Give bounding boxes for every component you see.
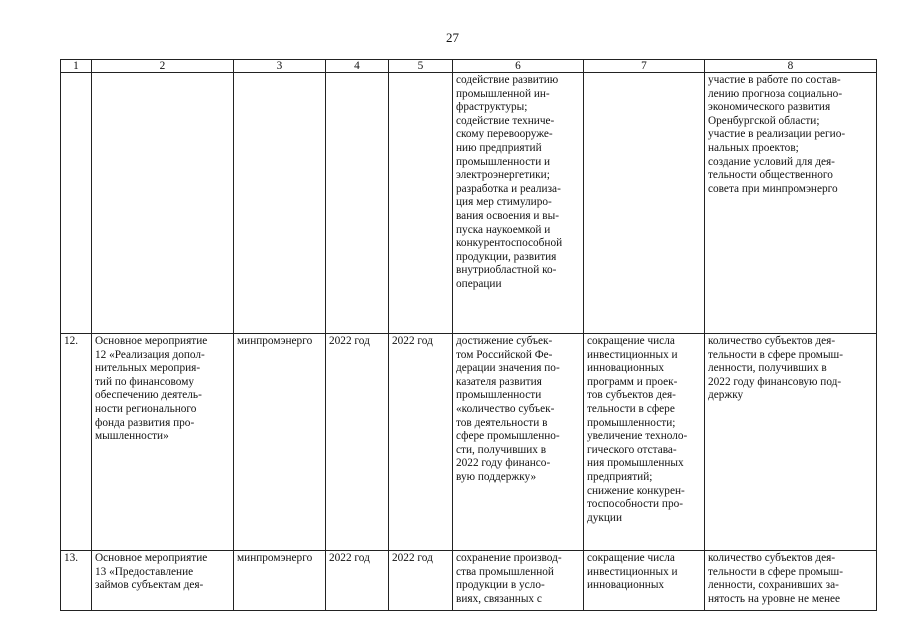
end-year: 2022 год	[389, 551, 453, 611]
consequences: сокращение числа инвестиционных и инновационных программ и проек- тов субъектов дея- тельности в сфере промышленности; увеличение техноло- гического отстава- ния промышленных предприятий; снижение конкурен- тоспособности про- дукции	[584, 334, 705, 551]
expected-result: содействие развитию промышленной ин- фраструктуры; содействие техниче- скому перевооруже- нию предприятий промышленности и электроэнергетики; разработка и реализа- ция мер стимулиро- вания освоения и вы- пуска наукоемкой и конкурентоспособной продукции, развития внутриобластной ко- операции	[453, 73, 584, 334]
table-row	[61, 73, 877, 334]
table-row	[61, 551, 877, 611]
indicator-link: участие в работе по состав- лению прогноза социально- экономического развития Оренбургской области; участие в реализации регио- нальных проектов; создание условий для дея- тельности общественного совета при минпромэнерго	[705, 73, 877, 334]
header-col-2: 2	[92, 60, 234, 73]
header-row	[61, 60, 877, 73]
table-row	[61, 334, 877, 551]
page-number: 27	[446, 30, 459, 45]
event-name	[92, 73, 234, 334]
event-name: Основное мероприятие 13 «Предоставление займов субъектам дея-	[92, 551, 234, 611]
row-number: 13.	[61, 551, 92, 611]
start-year	[326, 73, 389, 334]
executor: минпромэнерго	[234, 334, 326, 551]
indicator-link: количество субъектов дея- тельности в сфере промыш- ленности, сохранивших за- нятость на уровне не менее	[705, 551, 877, 611]
header-col-3: 3	[234, 60, 326, 73]
measures-table	[60, 59, 877, 611]
consequences: сокращение числа инвестиционных и инновационных	[584, 551, 705, 611]
row-number	[61, 73, 92, 334]
executor	[234, 73, 326, 334]
header-col-4: 4	[326, 60, 389, 73]
consequences	[584, 73, 705, 334]
end-year: 2022 год	[389, 334, 453, 551]
event-name: Основное мероприятие 12 «Реализация допол- нительных мероприя- тий по финансовому обеспечению деятель- ности регионального фонда развития про- мышленности»	[92, 334, 234, 551]
expected-result: сохранение производ- ства промышленной продукции в усло- виях, связанных с	[453, 551, 584, 611]
start-year: 2022 год	[326, 551, 389, 611]
header-col-6: 6	[453, 60, 584, 73]
header-col-1: 1	[61, 60, 92, 73]
end-year	[389, 73, 453, 334]
header-col-7: 7	[584, 60, 705, 73]
header-col-8: 8	[705, 60, 877, 73]
header-col-5: 5	[389, 60, 453, 73]
row-number: 12.	[61, 334, 92, 551]
start-year: 2022 год	[326, 334, 389, 551]
indicator-link: количество субъектов дея- тельности в сфере промыш- ленности, получивших в 2022 году финансовую под- держку	[705, 334, 877, 551]
expected-result: достижение субъек- том Российской Фе- дерации значения по- казателя развития промышленности «количество субъек- тов деятельности в сфере промышленно- сти, получивших в 2022 году финансо- вую поддержку»	[453, 334, 584, 551]
executor: минпромэнерго	[234, 551, 326, 611]
